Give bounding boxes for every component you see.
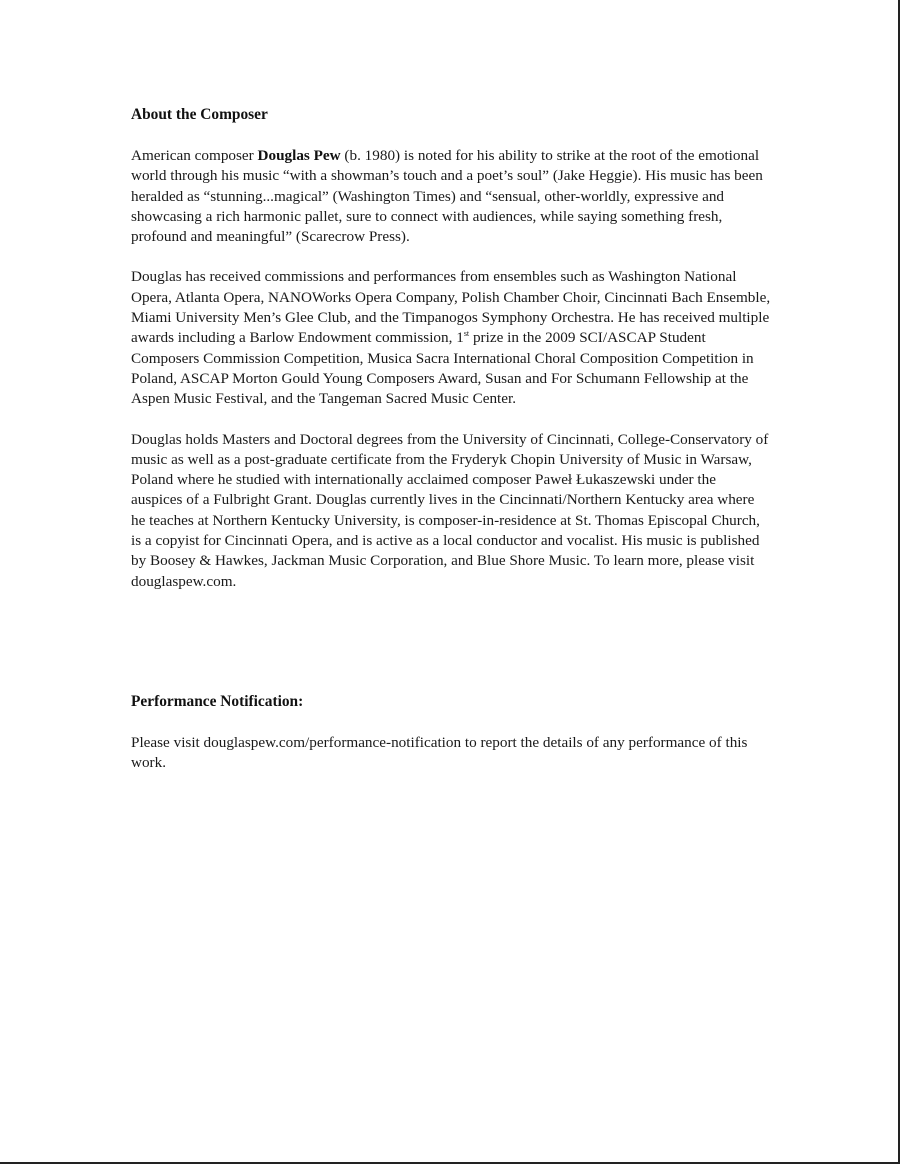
spacer [131, 125, 771, 146]
composer-name: Douglas Pew [257, 147, 341, 164]
about-heading: About the Composer [131, 106, 268, 123]
about-p1-pre: American composer [131, 147, 258, 164]
performance-heading: Performance Notification: [131, 692, 304, 710]
spacer [131, 410, 771, 430]
about-p2-post: prize in the 2009 SCI/ASCAP Student Composers Commission Competition, Musica Sacra International Choral Composition Competition in Poland, ASCAP Morton Gould Young Composers Award, Susan and For Schumann Fellowship at the Aspen Music Festival, and the Tangeman Sacred Music Center. [131, 329, 754, 408]
about-paragraph-3: Douglas holds Masters and Doctoral degrees from the University of Cincinnati, College-Conservatory of music as well as a post-graduate certificate from the Fryderyk Chopin University of Music in Warsaw, Poland where he studied with internationally acclaimed composer Paweł Łukaszewski under the auspices of a Fulbright Grant. Douglas currently lives in the Cincinnati/Northern Kentucky area where he teaches at Northern Kentucky University, is composer-in-residence at St. Thomas Episcopal Church, is a copyist for Cincinnati Opera, and is active as a local conductor and vocalist. His music is published by Boosey & Hawkes, Jackman Music Corporation, and Blue Shore Music. To learn more, please visit douglaspew.com. [131, 430, 769, 590]
about-p1-post: (b. 1980) is noted for his ability to strike at the root of the emotional world through his music “with a showman’s touch and a poet’s soul” (Jake Heggie). His music has been heralded as “stunning...magical” (Washington Times) and “sensual, other-worldly, expressive and showcasing a rich harmonic pallet, sure to connect with audiences, while saying something fresh, profound and meaningful” (Scarecrow Press). [131, 147, 763, 246]
performance-paragraph: Please visit douglaspew.com/performance-notification to report the details of any performance of this work. [131, 733, 748, 772]
spacer [131, 712, 771, 733]
about-p2-pre: Douglas has received commissions and performances from ensembles such as Washington National Opera, Atlanta Opera, NANOWorks Opera Company, Polish Chamber Choir, Cincinnati Bach Ensemble, Miami University Men’s Glee Club, and the Timpanogos Symphony Orchestra. He has received multiple awards including a Barlow Endowment commission, 1 [131, 268, 771, 347]
about-paragraph-2 [131, 267, 771, 409]
page-content [131, 105, 771, 774]
section-spacer [131, 592, 771, 692]
ordinal-suffix: st [463, 329, 470, 339]
about-paragraph-1 [131, 146, 771, 247]
spacer [131, 247, 771, 267]
